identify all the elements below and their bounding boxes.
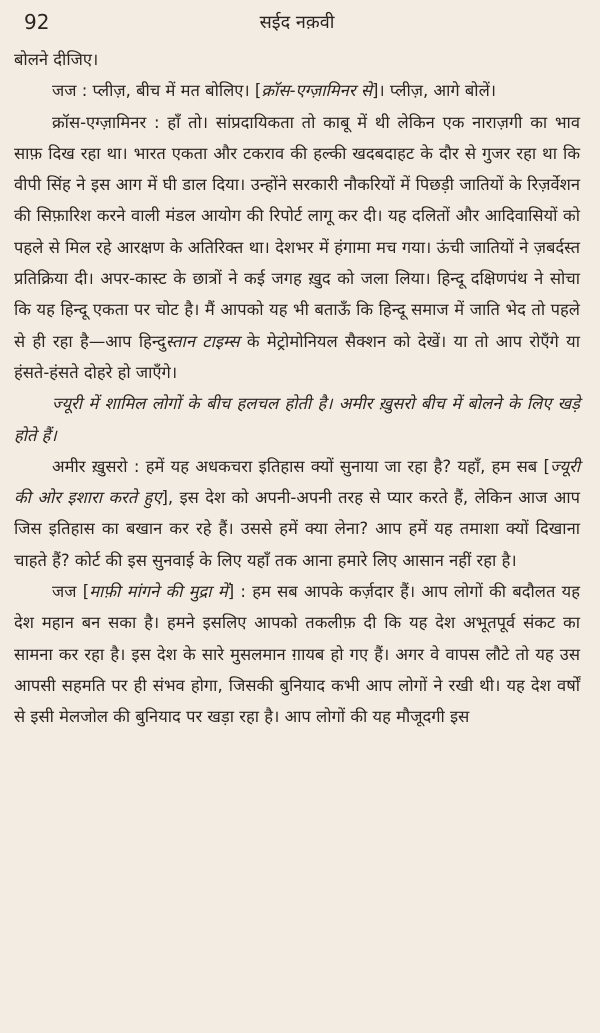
italic-text-segment: ज्यूरी में शामिल लोगों के बीच हलचल होती है। अमीर ख़ुसरो बीच में बोलने के लिए खड़े होते हैं। [14,394,580,445]
text-segment: के मेट्रोमोनियल सैक्शन को देखें। या तो आप रोएँगे या हंसते-हंसते दोहरे हो जाएँगे। [14,331,580,382]
italic-text-segment: ज्यूरी की ओर इशारा करते हुए [14,456,580,508]
text-segment: ] : हम सब आपके कर्ज़दार हैं। आप लोगों की बदौलत यह देश महान बन सका है। हमने इसलिए आपको तकलीफ़ दी कि यह देश अभूतपूर्व संकट का सामना कर रहा है। इस देश के सारे मुसलमान ग़ायब हो गए हैं। अगर वे वापस लौटे तो यह उस आपसी सहमति पर ही संभव होगा, जिसकी बुनियाद कभी आप लोगों ने रखी थी। यह देश वर्षों से इसी मेलजोल की बुनियाद पर खड़ा रहा है। आप लोगों की यह मौजूदगी इस [14,582,580,727]
paragraph [14,75,580,106]
italic-text-segment: माफ़ी मांगने की मुद्रा में [89,582,228,602]
text-segment: ], इस देश को अपनी-अपनी तरह से प्यार करते हैं, लेकिन आज आप जिस इतिहास का बखान कर रहे हैं। उससे हमें क्या लेना? आप हमें यह तमाशा क्यों दिखाना चाहते हैं? कोर्ट की इस सुनवाई के लिए यहाँ तक आना हमारे लिए आसान नहीं रहा है। [14,488,580,570]
italic-text-segment: स्तान टाइम्स [165,331,240,351]
text-segment: क्रॉस-एग्ज़ामिनर : हाँ तो। सांप्रदायिकता तो काबू में थी लेकिन एक नाराज़गी का भाव साफ़ दिख रहा था। भारत एकता और टकराव की हल्की खदबदाहट के दौर से गुजर रहा था कि वीपी सिंह ने इस आग में घी डाल दिया। उन्होंने सरकारी नौकरियों में पिछड़ी जातियों के रिज़र्वेशन की सिफ़ारिश करने वाली मंडल आयोग की रिपोर्ट लागू कर दी। यह दलितों और आदिवासियों को पहले से मिल रहे आरक्षण के अतिरिक्त था। देशभर में हंगामा मच गया। ऊंची जातियों ने ज़बर्दस्त प्रतिक्रिया दी। अपर-कास्ट के छात्रों ने कई जगह ख़ुद को जला लिया। हिन्दू दक्षिणपंथ ने सोचा कि यह हिन्दू एकता पर चोट है। मैं आपको यह भी बताऊँ कि हिन्दू समाज में जाति भेद तो पहले से ही रहा है—आप हिन्दु [14,112,580,351]
text-segment: जज : प्लीज़, बीच में मत बोलिए। [ [52,81,262,101]
page-header [14,0,580,44]
running-head: सईद नक़वी [259,12,335,33]
text-segment: जज [ [52,582,90,602]
paragraph [14,107,580,389]
paragraph [14,44,580,75]
paragraph [14,451,580,576]
paragraph [14,576,580,732]
text-segment: अमीर ख़ुसरो : हमें यह अधकचरा इतिहास क्यों सुनाया जा रहा है? यहाँ, हम सब [ [52,456,550,476]
body-text [14,44,580,733]
italic-text-segment: क्रॉस-एग्ज़ामिनर से [261,81,372,101]
text-segment: ]। प्लीज़, आगे बोलें। [371,81,497,101]
text-segment: बोलने दीजिए। [14,50,99,69]
page-number: 92 [24,10,50,34]
paragraph [14,388,580,451]
